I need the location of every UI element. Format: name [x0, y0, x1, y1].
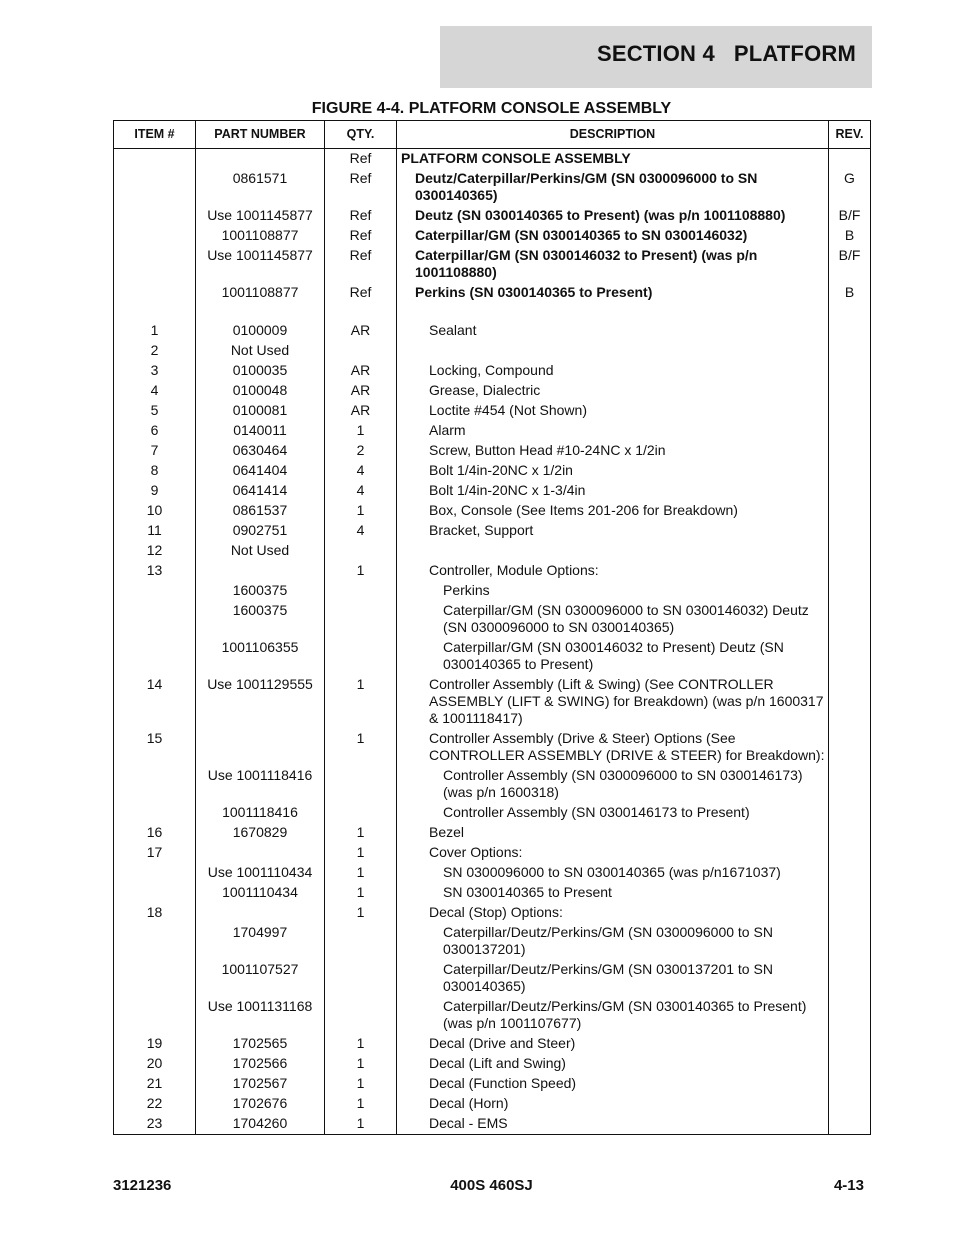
description-text: Controller Assembly (SN 0300096000 to SN 0300146173) (was p/n 1600318)	[443, 767, 803, 800]
part-number-cell: 0861571	[196, 169, 325, 206]
description-text: Decal (Stop) Options:	[429, 904, 563, 920]
rev-cell	[829, 843, 871, 863]
part-number-cell: Use 1001131168	[196, 997, 325, 1034]
part-number-cell: 0630464	[196, 441, 325, 461]
part-number-cell: 0641414	[196, 481, 325, 501]
part-number-cell	[196, 903, 325, 923]
description-cell	[397, 766, 829, 803]
table-header-row	[114, 121, 871, 149]
rev-cell	[829, 321, 871, 341]
part-number-cell: Use 1001129555	[196, 675, 325, 729]
description-text: Controller Assembly (Drive & Steer) Options (See CONTROLLER ASSEMBLY (DRIVE & STEER) for Breakdown):	[429, 730, 825, 763]
description-text: Caterpillar/GM (SN 0300146032 to Present) Deutz (SN 0300140365 to Present)	[443, 639, 784, 672]
rev-cell	[829, 823, 871, 843]
description-text: Screw, Button Head #10-24NC x 1/2in	[429, 442, 666, 458]
qty-cell	[325, 803, 397, 823]
qty-cell	[325, 638, 397, 675]
rev-cell	[829, 1034, 871, 1054]
item-cell: 3	[114, 361, 196, 381]
description-cell	[397, 1074, 829, 1094]
qty-cell: 1	[325, 903, 397, 923]
qty-cell: AR	[325, 321, 397, 341]
description-text: Decal (Function Speed)	[429, 1075, 577, 1091]
rev-cell	[829, 481, 871, 501]
table-row	[114, 226, 871, 246]
item-cell: 16	[114, 823, 196, 843]
rev-cell	[829, 883, 871, 903]
qty-cell: Ref	[325, 283, 397, 303]
description-cell	[397, 246, 829, 283]
description-text: Grease, Dialectric	[429, 382, 541, 398]
description-cell	[397, 803, 829, 823]
rev-cell	[829, 1114, 871, 1135]
item-cell: 2	[114, 341, 196, 361]
table-row	[114, 863, 871, 883]
table-row	[114, 206, 871, 226]
description-text: Caterpillar/GM (SN 0300146032 to Present) (was p/n 1001108880)	[415, 247, 758, 280]
item-cell	[114, 226, 196, 246]
part-number-cell: 1670829	[196, 823, 325, 843]
part-number-cell	[196, 149, 325, 169]
description-text: Bracket, Support	[429, 522, 534, 538]
rev-cell: G	[829, 169, 871, 206]
description-cell	[397, 561, 829, 581]
description-text: Decal (Horn)	[429, 1095, 509, 1111]
description-cell	[397, 226, 829, 246]
qty-cell: 1	[325, 883, 397, 903]
rev-cell	[829, 1094, 871, 1114]
description-text: Loctite #454 (Not Shown)	[429, 402, 587, 418]
qty-cell: Ref	[325, 169, 397, 206]
description-cell	[397, 501, 829, 521]
rev-cell: B/F	[829, 206, 871, 226]
table-row	[114, 823, 871, 843]
qty-cell: 1	[325, 421, 397, 441]
part-number-cell: 1600375	[196, 581, 325, 601]
part-number-cell: 1001110434	[196, 883, 325, 903]
rev-cell	[829, 401, 871, 421]
description-cell	[397, 863, 829, 883]
table-row	[114, 283, 871, 303]
qty-cell: 4	[325, 461, 397, 481]
table-row	[114, 1114, 871, 1135]
qty-cell	[325, 581, 397, 601]
item-cell: 14	[114, 675, 196, 729]
qty-cell: 1	[325, 1074, 397, 1094]
table-row	[114, 675, 871, 729]
rev-cell	[829, 1074, 871, 1094]
column-header-qty: QTY.	[325, 121, 397, 149]
rev-cell	[829, 341, 871, 361]
description-cell	[397, 903, 829, 923]
part-number-cell: 1001108877	[196, 283, 325, 303]
column-header-rev: REV.	[829, 121, 871, 149]
table-row	[114, 766, 871, 803]
item-cell	[114, 766, 196, 803]
qty-cell: AR	[325, 401, 397, 421]
item-cell	[114, 863, 196, 883]
description-text: SN 0300140365 to Present	[443, 884, 612, 900]
description-text: Perkins	[443, 582, 490, 598]
description-cell	[397, 843, 829, 863]
item-cell: 11	[114, 521, 196, 541]
qty-cell: Ref	[325, 246, 397, 283]
description-text: Sealant	[429, 322, 477, 338]
qty-cell	[325, 341, 397, 361]
table-row	[114, 581, 871, 601]
qty-cell: Ref	[325, 149, 397, 169]
description-cell	[397, 960, 829, 997]
item-cell	[114, 601, 196, 638]
description-cell	[397, 601, 829, 638]
description-cell	[397, 1094, 829, 1114]
item-cell	[114, 206, 196, 226]
part-number-cell: 1702676	[196, 1094, 325, 1114]
page-footer	[113, 1177, 870, 1197]
description-text: Bolt 1/4in-20NC x 1/2in	[429, 462, 573, 478]
column-header-description: DESCRIPTION	[397, 121, 829, 149]
description-cell	[397, 283, 829, 303]
table-row	[114, 246, 871, 283]
part-number-cell	[196, 843, 325, 863]
rev-cell	[829, 149, 871, 169]
description-text: Controller, Module Options:	[429, 562, 599, 578]
part-number-cell: 1600375	[196, 601, 325, 638]
table-row	[114, 401, 871, 421]
description-cell	[397, 206, 829, 226]
part-number-cell: 0100035	[196, 361, 325, 381]
rev-cell: B	[829, 226, 871, 246]
item-cell: 9	[114, 481, 196, 501]
description-cell	[397, 321, 829, 341]
spacer-cell	[325, 303, 397, 321]
rev-cell	[829, 803, 871, 823]
item-cell: 12	[114, 541, 196, 561]
rev-cell	[829, 960, 871, 997]
item-cell	[114, 997, 196, 1034]
part-number-cell: Use 1001110434	[196, 863, 325, 883]
part-number-cell: 0861537	[196, 501, 325, 521]
table-row	[114, 541, 871, 561]
rev-cell	[829, 581, 871, 601]
item-cell: 17	[114, 843, 196, 863]
spacer-cell	[114, 303, 196, 321]
qty-cell: 1	[325, 1054, 397, 1074]
description-cell	[397, 1034, 829, 1054]
rev-cell: B	[829, 283, 871, 303]
item-cell	[114, 283, 196, 303]
item-cell: 22	[114, 1094, 196, 1114]
part-number-cell: 0100009	[196, 321, 325, 341]
description-cell	[397, 421, 829, 441]
part-number-cell: Use 1001145877	[196, 246, 325, 283]
rev-cell	[829, 638, 871, 675]
qty-cell: 1	[325, 863, 397, 883]
table-row	[114, 1074, 871, 1094]
item-cell	[114, 581, 196, 601]
table-row	[114, 601, 871, 638]
description-text: SN 0300096000 to SN 0300140365 (was p/n1671037)	[443, 864, 781, 880]
qty-cell: 1	[325, 843, 397, 863]
description-cell	[397, 675, 829, 729]
description-cell	[397, 541, 829, 561]
item-cell: 13	[114, 561, 196, 581]
table-row	[114, 501, 871, 521]
description-text: Controller Assembly (Lift & Swing) (See CONTROLLER ASSEMBLY (LIFT & SWING) for Breakdown) (was p/n 1600317 & 1001118417)	[429, 676, 824, 726]
item-cell: 1	[114, 321, 196, 341]
description-cell	[397, 401, 829, 421]
item-cell: 20	[114, 1054, 196, 1074]
section-header-box	[440, 26, 872, 88]
parts-table-body	[114, 149, 871, 1135]
part-number-cell: Not Used	[196, 541, 325, 561]
description-cell	[397, 923, 829, 960]
rev-cell	[829, 501, 871, 521]
rev-cell	[829, 997, 871, 1034]
description-text: Controller Assembly (SN 0300146173 to Present)	[443, 804, 750, 820]
item-cell: 5	[114, 401, 196, 421]
description-text: Decal (Lift and Swing)	[429, 1055, 566, 1071]
table-row	[114, 903, 871, 923]
table-row	[114, 361, 871, 381]
part-number-cell: Not Used	[196, 341, 325, 361]
rev-cell	[829, 1054, 871, 1074]
part-number-cell: 0902751	[196, 521, 325, 541]
spacer-cell	[397, 303, 829, 321]
part-number-cell: 1001118416	[196, 803, 325, 823]
table-row	[114, 1034, 871, 1054]
description-text: Deutz (SN 0300140365 to Present) (was p/n 1001108880)	[415, 207, 786, 223]
item-cell: 8	[114, 461, 196, 481]
table-row	[114, 441, 871, 461]
qty-cell: 2	[325, 441, 397, 461]
description-text: Perkins (SN 0300140365 to Present)	[415, 284, 653, 300]
part-number-cell: 0100081	[196, 401, 325, 421]
spacer-cell	[829, 303, 871, 321]
description-cell	[397, 149, 829, 169]
qty-cell: 4	[325, 481, 397, 501]
rev-cell	[829, 675, 871, 729]
table-row	[114, 481, 871, 501]
qty-cell: Ref	[325, 226, 397, 246]
part-number-cell: 1702565	[196, 1034, 325, 1054]
rev-cell	[829, 521, 871, 541]
part-number-cell: 1702566	[196, 1054, 325, 1074]
qty-cell: 1	[325, 1114, 397, 1135]
item-cell: 15	[114, 729, 196, 766]
description-text: Locking, Compound	[429, 362, 554, 378]
description-text: Caterpillar/GM (SN 0300140365 to SN 0300146032)	[415, 227, 748, 243]
description-text: Box, Console (See Items 201-206 for Breakdown)	[429, 502, 738, 518]
rev-cell	[829, 421, 871, 441]
item-cell: 18	[114, 903, 196, 923]
item-cell: 7	[114, 441, 196, 461]
description-text: PLATFORM CONSOLE ASSEMBLY	[401, 150, 631, 166]
item-cell: 19	[114, 1034, 196, 1054]
part-number-cell: 0641404	[196, 461, 325, 481]
item-cell: 4	[114, 381, 196, 401]
description-cell	[397, 638, 829, 675]
rev-cell	[829, 541, 871, 561]
footer-doc-number: 3121236	[113, 1177, 172, 1194]
description-cell	[397, 361, 829, 381]
rev-cell	[829, 461, 871, 481]
spacer-cell	[196, 303, 325, 321]
qty-cell: 1	[325, 1094, 397, 1114]
item-cell	[114, 803, 196, 823]
qty-cell	[325, 601, 397, 638]
description-text: Decal (Drive and Steer)	[429, 1035, 576, 1051]
part-number-cell: 1001108877	[196, 226, 325, 246]
description-text: Caterpillar/GM (SN 0300096000 to SN 0300146032) Deutz (SN 0300096000 to SN 0300140365)	[443, 602, 809, 635]
qty-cell	[325, 923, 397, 960]
description-text: Bolt 1/4in-20NC x 1-3/4in	[429, 482, 586, 498]
table-row	[114, 997, 871, 1034]
description-cell	[397, 381, 829, 401]
table-row	[114, 638, 871, 675]
description-text: Deutz/Caterpillar/Perkins/GM (SN 0300096000 to SN 0300140365)	[415, 170, 758, 203]
description-text: Alarm	[429, 422, 466, 438]
description-cell	[397, 1054, 829, 1074]
item-cell: 6	[114, 421, 196, 441]
item-cell	[114, 923, 196, 960]
rev-cell	[829, 903, 871, 923]
parts-table	[113, 120, 871, 1135]
qty-cell: Ref	[325, 206, 397, 226]
part-number-cell	[196, 729, 325, 766]
item-cell: 23	[114, 1114, 196, 1135]
rev-cell	[829, 601, 871, 638]
description-text: Caterpillar/Deutz/Perkins/GM (SN 0300096000 to SN 0300137201)	[443, 924, 773, 957]
qty-cell: 1	[325, 675, 397, 729]
description-cell	[397, 729, 829, 766]
table-row	[114, 381, 871, 401]
table-row	[114, 803, 871, 823]
table-row	[114, 960, 871, 997]
part-number-cell	[196, 561, 325, 581]
description-cell	[397, 461, 829, 481]
description-text: Caterpillar/Deutz/Perkins/GM (SN 0300140365 to Present) (was p/n 1001107677)	[443, 998, 807, 1031]
table-row	[114, 341, 871, 361]
qty-cell: 1	[325, 823, 397, 843]
description-text: Bezel	[429, 824, 465, 840]
table-row	[114, 843, 871, 863]
qty-cell: 4	[325, 521, 397, 541]
rev-cell	[829, 361, 871, 381]
qty-cell: 1	[325, 501, 397, 521]
qty-cell: 1	[325, 729, 397, 766]
table-row	[114, 169, 871, 206]
qty-cell	[325, 960, 397, 997]
description-text: Decal - EMS	[429, 1115, 508, 1131]
rev-cell	[829, 729, 871, 766]
rev-cell	[829, 923, 871, 960]
table-row	[114, 321, 871, 341]
column-header-item: ITEM #	[114, 121, 196, 149]
description-cell	[397, 581, 829, 601]
table-row	[114, 1054, 871, 1074]
description-text: Caterpillar/Deutz/Perkins/GM (SN 0300137201 to SN 0300140365)	[443, 961, 773, 994]
item-cell	[114, 169, 196, 206]
item-cell	[114, 960, 196, 997]
part-number-cell: 0140011	[196, 421, 325, 441]
description-cell	[397, 997, 829, 1034]
item-cell: 10	[114, 501, 196, 521]
qty-cell	[325, 766, 397, 803]
table-row	[114, 923, 871, 960]
item-cell	[114, 246, 196, 283]
table-row	[114, 149, 871, 169]
item-cell	[114, 883, 196, 903]
item-cell	[114, 149, 196, 169]
qty-cell	[325, 541, 397, 561]
rev-cell	[829, 441, 871, 461]
figure-title: FIGURE 4-4. PLATFORM CONSOLE ASSEMBLY	[311, 100, 672, 117]
part-number-cell: 0100048	[196, 381, 325, 401]
description-cell	[397, 341, 829, 361]
qty-cell: 1	[325, 561, 397, 581]
table-row	[114, 883, 871, 903]
description-cell	[397, 1114, 829, 1135]
rev-cell	[829, 766, 871, 803]
table-row	[114, 521, 871, 541]
table-row	[114, 1094, 871, 1114]
part-number-cell: Use 1001145877	[196, 206, 325, 226]
table-row	[114, 561, 871, 581]
qty-cell: 1	[325, 1034, 397, 1054]
part-number-cell: 1702567	[196, 1074, 325, 1094]
qty-cell: AR	[325, 361, 397, 381]
qty-cell: AR	[325, 381, 397, 401]
rev-cell	[829, 381, 871, 401]
item-cell: 21	[114, 1074, 196, 1094]
rev-cell	[829, 863, 871, 883]
description-cell	[397, 169, 829, 206]
qty-cell	[325, 997, 397, 1034]
table-row	[114, 461, 871, 481]
item-cell	[114, 638, 196, 675]
part-number-cell: 1704260	[196, 1114, 325, 1135]
table-row	[114, 729, 871, 766]
description-text: Cover Options:	[429, 844, 523, 860]
footer-model: 400S 460SJ	[450, 1177, 533, 1194]
section-title: SECTION 4 PLATFORM	[596, 41, 856, 66]
rev-cell: B/F	[829, 246, 871, 283]
part-number-cell: 1001106355	[196, 638, 325, 675]
description-cell	[397, 883, 829, 903]
table-row	[114, 421, 871, 441]
footer-page-number: 4-13	[833, 1177, 864, 1194]
description-cell	[397, 521, 829, 541]
description-cell	[397, 481, 829, 501]
part-number-cell: Use 1001118416	[196, 766, 325, 803]
part-number-cell: 1704997	[196, 923, 325, 960]
column-header-part-number: PART NUMBER	[196, 121, 325, 149]
table-spacer-row	[114, 303, 871, 321]
part-number-cell: 1001107527	[196, 960, 325, 997]
description-cell	[397, 441, 829, 461]
description-cell	[397, 823, 829, 843]
rev-cell	[829, 561, 871, 581]
